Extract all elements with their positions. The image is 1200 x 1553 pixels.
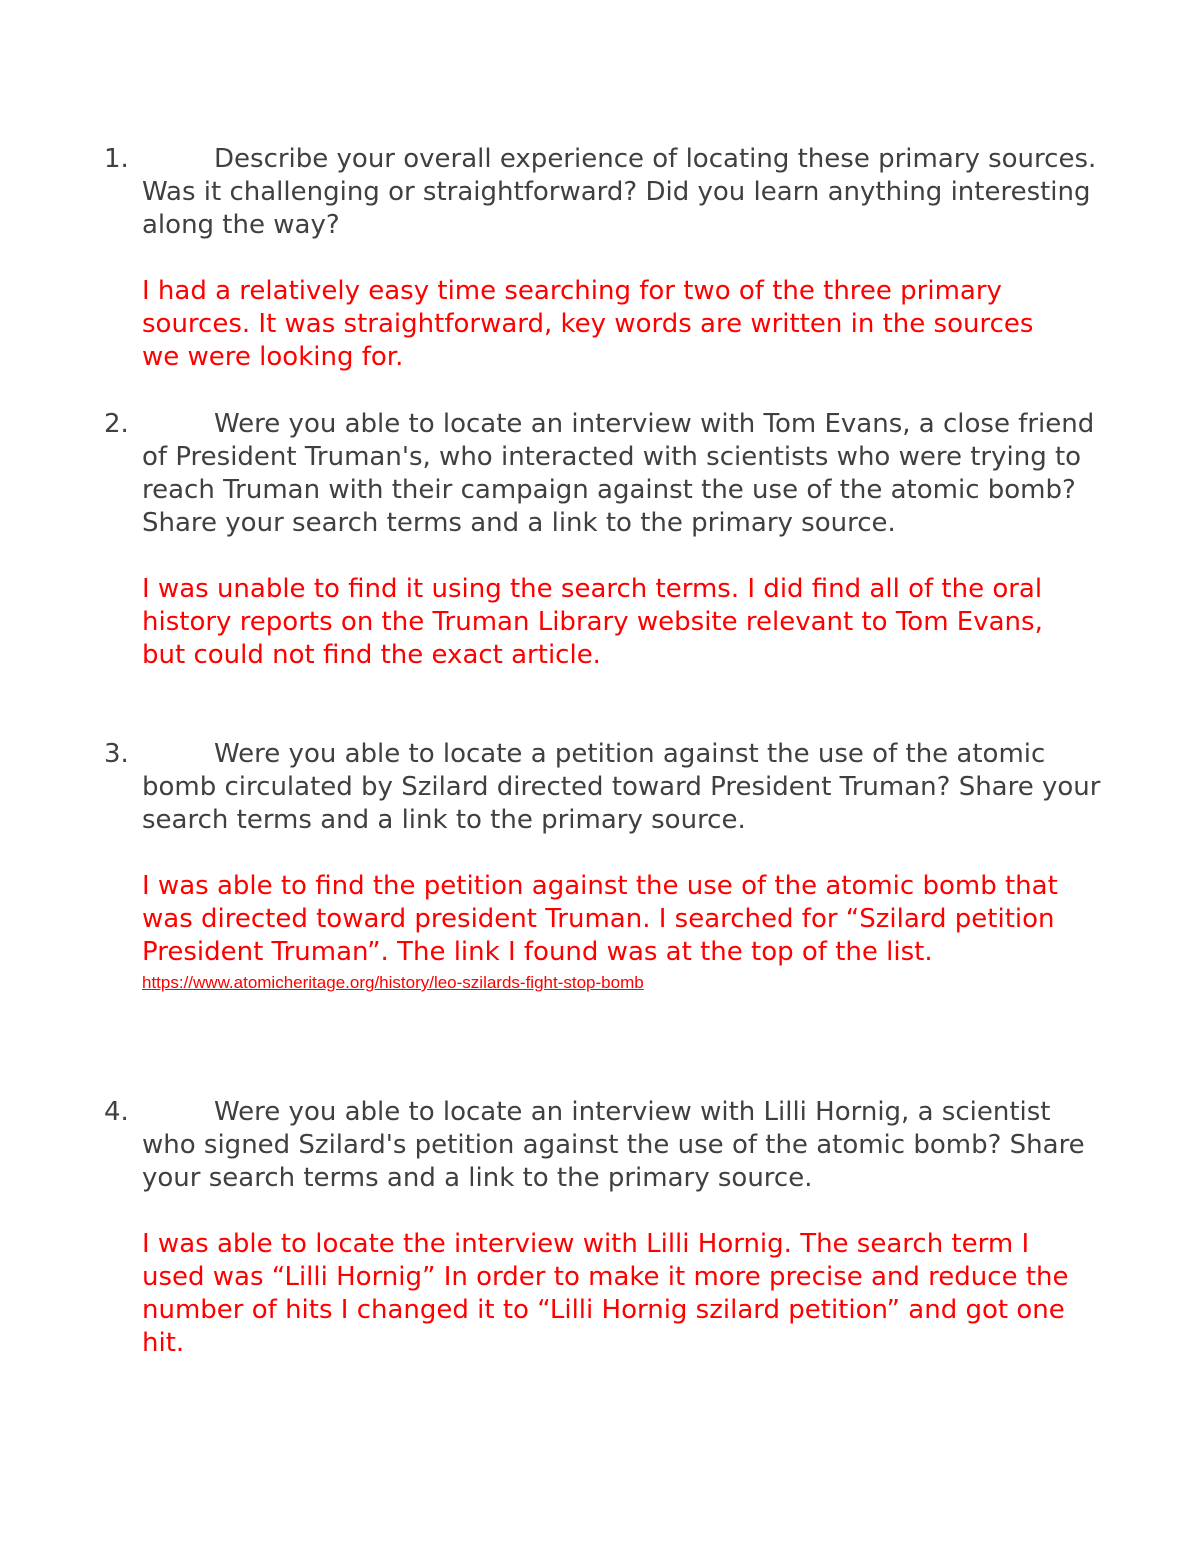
question-text: Were you able to locate an interview with Tom Evans, a close friend of President Truman's, who interacted with scientists who were trying to reach Truman with their campaign against the use of the atomic bomb? Share your search terms and a link to the primary source. <box>142 409 1095 538</box>
item-number: 1. <box>104 144 129 174</box>
question-text: Were you able to locate a petition against the use of the atomic bomb circulated by Szilard directed toward President Truman? Share your search terms and a link to the primary source. <box>142 739 1101 835</box>
question-text: Describe your overall experience of locating these primary sources. Was it challenging or straightforward? Did you learn anything interesting along the way? <box>142 144 1097 240</box>
item-number: 4. <box>104 1097 129 1127</box>
list-item-1 <box>104 143 1104 374</box>
answer-text: I had a relatively easy time searching for two of the three primary sources. It was straightforward, key words are written in the sources we were looking for. <box>142 276 1034 372</box>
source-link[interactable]: https://www.atomicheritage.org/history/leo-szilards-fight-stop-bomb <box>142 973 644 992</box>
item-number: 3. <box>104 739 129 769</box>
answer-text: I was unable to find it using the search terms. I did find all of the oral history reports on the Truman Library website relevant to Tom Evans, but could not find the exact article. <box>142 574 1043 670</box>
list-item-3 <box>104 738 1104 994</box>
answer-text: I was able to find the petition against the use of the atomic bomb that was directed toward president Truman. I searched for “Szilard petition President Truman”. The link I found was at the top of the list. <box>142 871 1058 967</box>
item-number: 2. <box>104 409 129 439</box>
list-item-4 <box>104 1096 1104 1360</box>
answer-text: I was able to locate the interview with Lilli Hornig. The search term I used was “Lilli Hornig” In order to make it more precise and reduce the number of hits I changed it to “Lilli Hornig szilard petition” and got one hit. <box>142 1229 1069 1358</box>
question-text: Were you able to locate an interview with Lilli Hornig, a scientist who signed Szilard's petition against the use of the atomic bomb? Share your search terms and a link to the primary source. <box>142 1097 1085 1193</box>
list-item-2 <box>104 408 1104 672</box>
